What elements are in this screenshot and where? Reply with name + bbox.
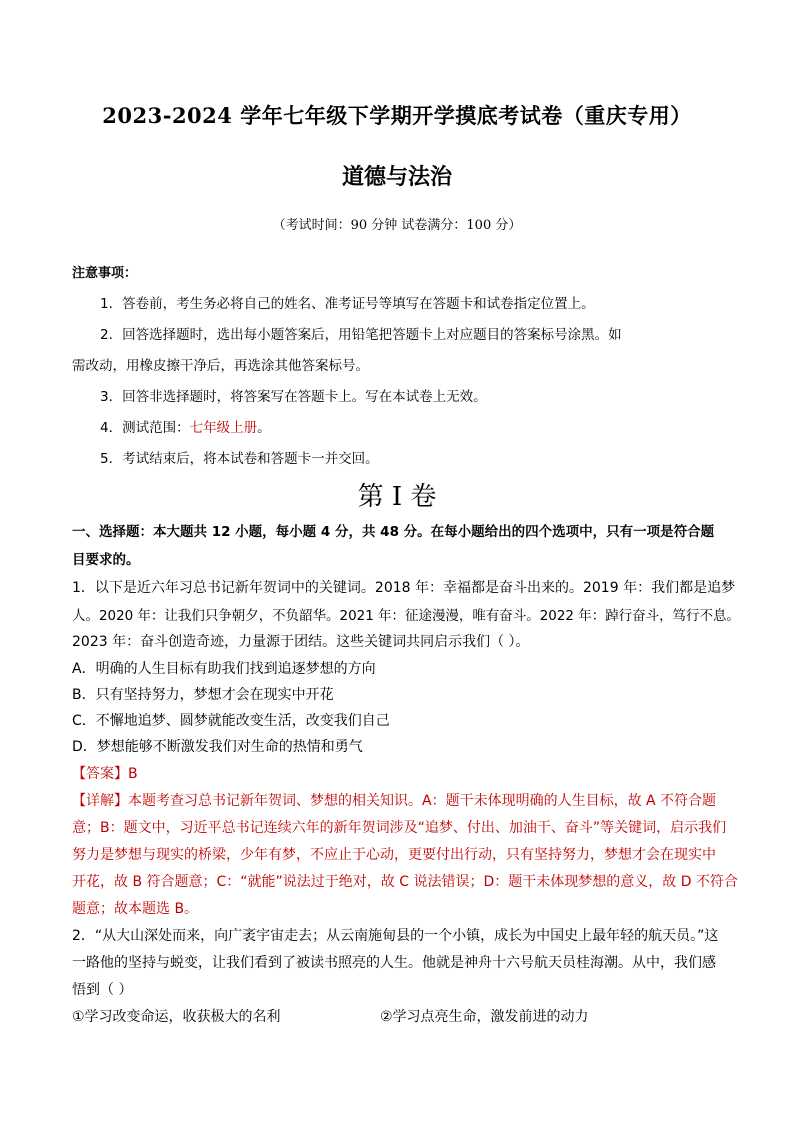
detail-label: 【详解】 [72, 793, 128, 809]
q1-stem-line1: 1．以下是近六年习总书记新年贺词中的关键词。2018 年：幸福都是奋斗出来的。2019 年：我们都是追梦 [72, 580, 736, 596]
q1-option-d: D．梦想能够不断激发我们对生命的热情和勇气 [72, 739, 363, 755]
answer-value: B [128, 766, 138, 782]
q1-detail-line4: 开花，故 B 符合题意；C：“就能”说法过于绝对，故 C 说法错误；D：题干未体现梦想的意义，故 D 不符合 [72, 874, 738, 890]
notice-heading: 注意事项： [72, 266, 138, 281]
q2-stem-line2: 一路他的坚持与蜕变，让我们看到了被读书照亮的人生。他就是神舟十六号航天员桂海潮。从中，我们感 [72, 955, 716, 971]
notice-item-5: 5．考试结束后，将本试卷和答题卡一并交回。 [100, 451, 379, 467]
notice-item-1: 1．答卷前，考生务必将自己的姓名、准考证号等填写在答题卡和试卷指定位置上。 [100, 296, 595, 312]
q1-detail-line1 [72, 790, 716, 810]
q2-option-1: ①学习改变命运，收获极大的名利 [72, 1009, 281, 1025]
detail-text-1: 本题考查习总书记新年贺词、梦想的相关知识。A：题干未体现明确的人生目标，故 A 不符合题 [128, 793, 717, 809]
q2-stem-line1: 2．“从大山深处而来，向广袤宇宙走去；从云南施甸县的一个小镇，成长为中国史上最年轻的航天员。”这 [72, 928, 719, 944]
notice-item-4-suffix: 。 [257, 420, 271, 436]
exam-info: （考试时间：90 分钟 试卷满分：100 分） [272, 218, 522, 233]
notice-item-3: 3．回答非选择题时，将答案写在答题卡上。写在本试卷上无效。 [100, 389, 487, 405]
section-title: 第 I 卷 [357, 482, 437, 512]
section-instruction-cont: 目要求的。 [72, 552, 140, 568]
notice-item-4 [100, 416, 271, 436]
notice-item-4-prefix: 4．测试范围： [100, 420, 190, 436]
q1-option-b: B．只有坚持努力，梦想才会在现实中开花 [72, 687, 334, 703]
answer-label: 【答案】 [72, 766, 128, 782]
q1-detail-line5: 题意；故本题选 B。 [72, 901, 199, 917]
q1-detail-line3: 努力是梦想与现实的桥梁，少年有梦，不应止于心动，更要付出行动，只有坚持努力，梦想才会在现实中 [72, 847, 716, 863]
exam-title: 2023-2024 学年七年级下学期开学摸底考试卷（重庆专用） [102, 103, 692, 128]
section-instruction: 一、选择题：本大题共 12 小题，每小题 4 分，共 48 分。在每小题给出的四个选项中，只有一项是符合题 [72, 524, 715, 540]
q1-answer [72, 763, 138, 783]
q2-stem-line3: 悟到（ ） [72, 982, 133, 998]
notice-item-2-cont: 需改动，用橡皮擦干净后，再选涂其他答案标号。 [72, 358, 369, 374]
subject-title: 道德与法治 [341, 164, 452, 190]
test-range: 七年级上册 [189, 420, 258, 436]
q1-stem-line3: 2023 年：奋斗创造奇迹，力量源于团结。这些关键词共同启示我们（ ）。 [72, 634, 530, 650]
q1-option-c: C．不懈地追梦、圆梦就能改变生活，改变我们自己 [72, 713, 390, 729]
q1-option-a: A．明确的人生目标有助我们找到追逐梦想的方向 [72, 661, 376, 677]
q1-detail-line2: 意；B：题文中，习近平总书记连续六年的新年贺词涉及“追梦、付出、加油干、奋斗”等关键词，启示我们 [72, 820, 727, 836]
notice-item-2: 2．回答选择题时，选出每小题答案后，用铅笔把答题卡上对应题目的答案标号涂黑。如 [100, 327, 622, 343]
q1-stem-line2: 人。2020 年：让我们只争朝夕，不负韶华。2021 年：征途漫漫，唯有奋斗。2022 年：踔行奋斗，笃行不息。 [72, 608, 740, 624]
q2-option-2: ②学习点亮生命，激发前进的动力 [380, 1009, 589, 1025]
